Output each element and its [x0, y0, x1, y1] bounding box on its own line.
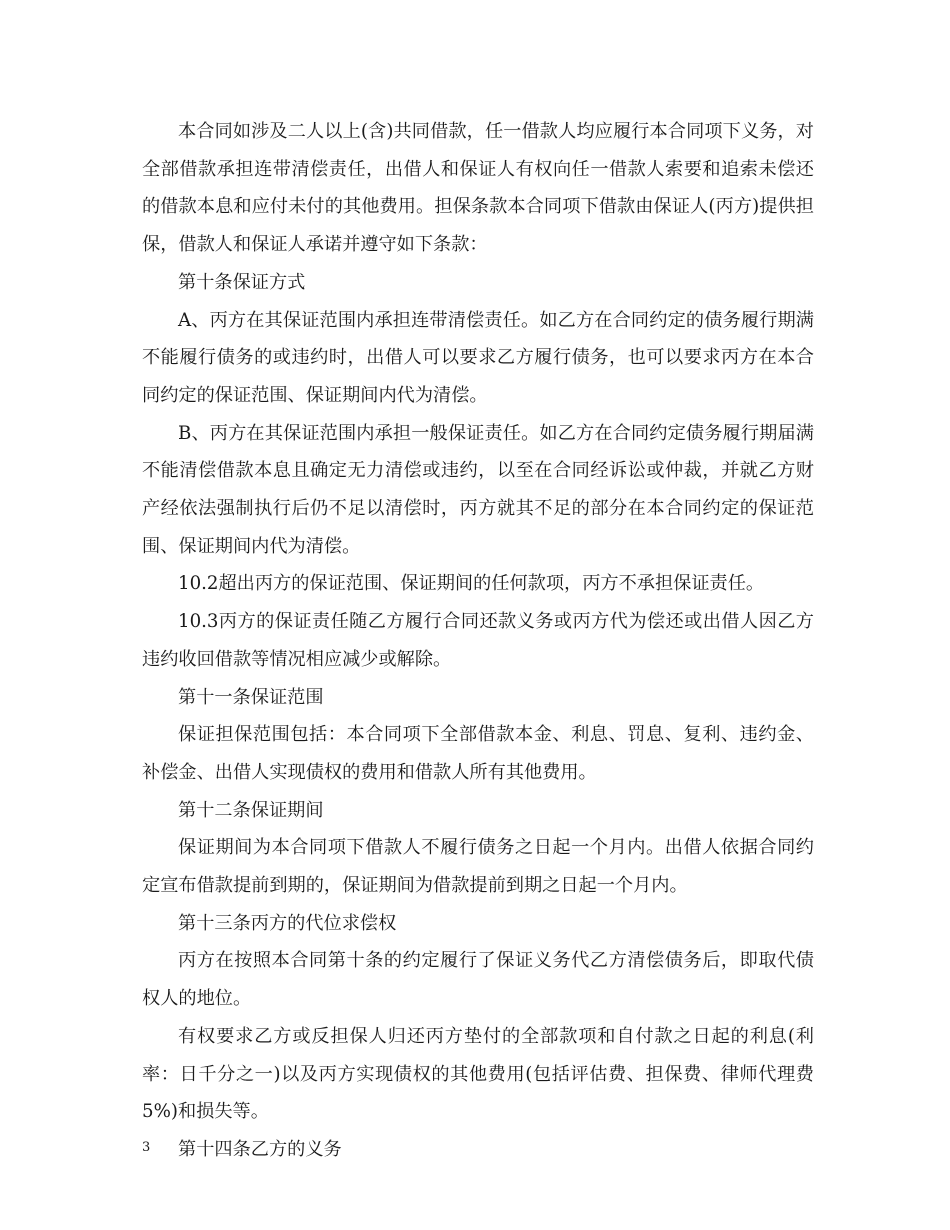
paragraph-clause-b: B、丙方在其保证范围内承担一般保证责任。如乙方在合同约定债务履行期届满不能清偿借款本息且确定无力清偿或违约，以至在合同经诉讼或仲裁，并就乙方财产经依法强制执行后仍不足以清偿时，丙方就其不足的部分在本合同约定的保证范围、保证期间内代为清偿。	[142, 422, 814, 557]
paragraph-clause-a: A、丙方在其保证范围内承担连带清偿责任。如乙方在合同约定的债务履行期满不能履行债务的或违约时，出借人可以要求乙方履行债务，也可以要求丙方在本合同约定的保证范围、保证期间内代为清偿。	[142, 309, 814, 406]
heading-article-12-guarantee-period: 第十二条保证期间	[178, 799, 324, 821]
heading-article-10-guarantee-method: 第十条保证方式	[178, 271, 306, 293]
paragraph-guarantee-scope: 保证担保范围包括：本合同项下全部借款本金、利息、罚息、复利、违约金、补偿金、出借人实现债权的费用和借款人所有其他费用。	[142, 724, 814, 783]
page-number: 3	[142, 1140, 151, 1155]
paragraph-guarantee-period: 保证期间为本合同项下借款人不履行债务之日起一个月内。出借人依据合同约定宣布借款提前到期的，保证期间为借款提前到期之日起一个月内。	[142, 837, 814, 897]
paragraph-clause-10-3: 10.3丙方的保证责任随乙方履行合同还款义务或丙方代为偿还或出借人因乙方违约收回借款等情况相应减少或解除。	[142, 611, 814, 670]
heading-article-11-guarantee-scope: 第十一条保证范围	[178, 686, 324, 708]
paragraph-joint-borrowing: 本合同如涉及二人以上(含)共同借款，任一借款人均应履行本合同项下义务，对全部借款承担连带清偿责任，出借人和保证人有权向任一借款人索要和追索未偿还的借款本息和应付未付的其他费用。担保条款本合同项下借款由保证人(丙方)提供担保，借款人和保证人承诺并遵守如下条款：	[142, 121, 814, 256]
paragraph-subrogation: 丙方在按照本合同第十条的约定履行了保证义务代乙方清偿债务后，即取代债权人的地位。	[142, 950, 814, 1010]
document-body	[142, 113, 814, 1169]
heading-article-14-party-b-obligations: 第十四条乙方的义务	[178, 1138, 342, 1160]
heading-article-13-subrogation: 第十三条丙方的代位求偿权	[178, 912, 397, 934]
paragraph-clause-10-2: 10.2超出丙方的保证范围、保证期间的任何款项，丙方不承担保证责任。	[178, 573, 765, 595]
paragraph-recovery-rights: 有权要求乙方或反担保人归还丙方垫付的全部款项和自付款之日起的利息(利率：日千分之一)以及丙方实现债权的其他费用(包括评估费、担保费、律师代理费5%)和损失等。	[142, 1025, 814, 1123]
